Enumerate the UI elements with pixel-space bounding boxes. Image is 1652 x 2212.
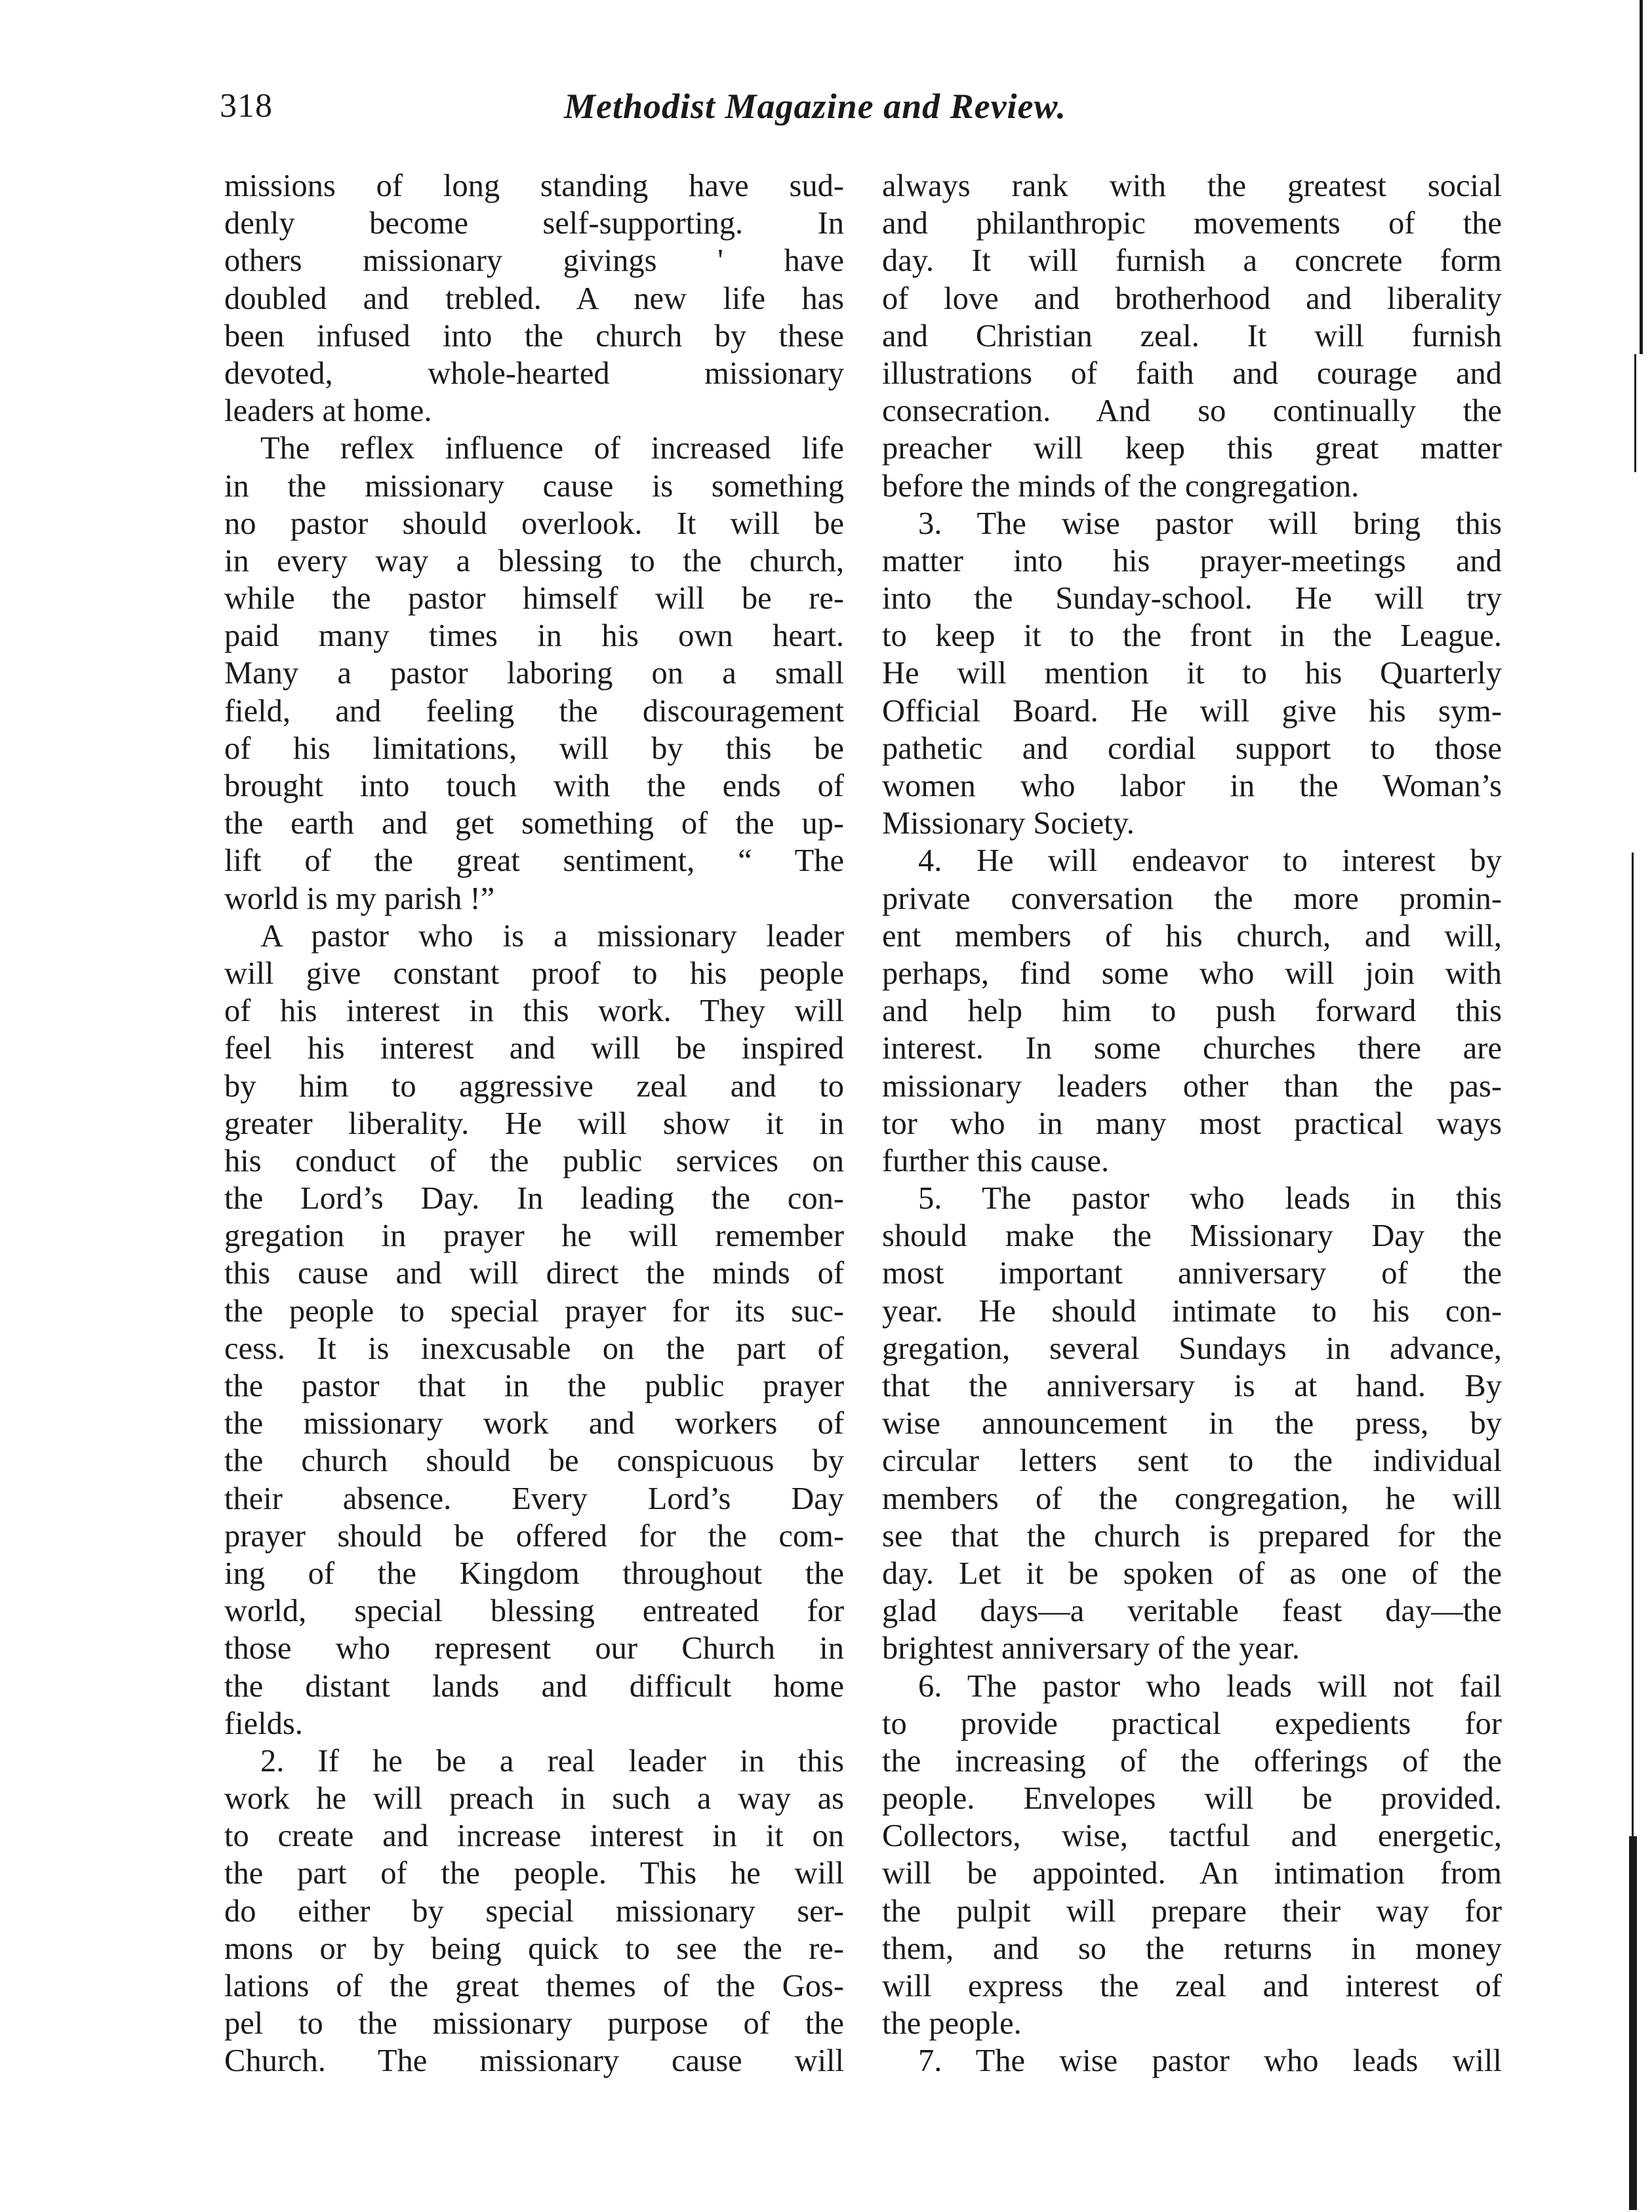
text-line: the church should be conspicuous by [224,1443,844,1479]
text-line: of love and brotherhood and liberality [882,281,1502,316]
text-line: paid many times in his own heart. [224,618,844,654]
text-line: preacher will keep this great matter [882,431,1502,466]
text-line: perhaps, find some who will join with [882,955,1502,991]
text-line: others missionary givings ' have [224,243,844,279]
text-line: women who labor in the Woman’s [882,769,1502,803]
right-column [882,167,1502,2080]
text-line: work he will preach in such a way as [224,1781,844,1817]
text-line: A pastor who is a missionary leader [260,918,844,954]
scan-edge-line [1629,1836,1637,2210]
text-line: Church. The missionary cause will [224,2043,844,2079]
text-line: the people to special prayer for its suc- [224,1293,844,1329]
text-line: see that the church is prepared for the [882,1518,1502,1554]
text-line: pathetic and cordial support to those [882,731,1502,766]
text-line: to create and increase interest in it on [224,1819,844,1854]
text-line: interest. In some churches there are [882,1031,1502,1066]
text-line: glad days—a veritable feast day—the [882,1594,1502,1629]
text-line: greater liberality. He will show it in [224,1106,844,1141]
text-line: 4. He will endeavor to interest by [918,843,1502,879]
text-line: his conduct of the public services on [224,1143,844,1178]
text-line: by him to aggressive zeal and to [224,1068,844,1104]
text-line: private conversation the more promin- [882,881,1502,916]
text-line: people. Envelopes will be provided. [882,1781,1502,1817]
text-line: those who represent our Church in [224,1631,844,1666]
text-line: Many a pastor laboring on a small [224,656,844,691]
text-line: before the minds of the congregation. [882,468,1360,504]
text-line: prayer should be offered for the com- [224,1518,844,1554]
text-line: brightest anniversary of the year. [882,1631,1300,1666]
text-line: always rank with the greatest social [882,169,1502,203]
text-line: illustrations of faith and courage and [882,355,1502,391]
text-line: cess. It is inexcusable on the part of [224,1331,844,1366]
text-line: 6. The pastor who leads will not fail [918,1668,1502,1704]
text-line: will express the zeal and interest of [882,1969,1502,2003]
text-line: will be appointed. An intimation from [882,1856,1502,1891]
text-line: denly become self-supporting. In [224,206,844,241]
text-line: feel his interest and will be inspired [224,1031,844,1066]
text-line: the earth and get something of the up- [224,806,844,841]
text-line: lift of the great sentiment, “ The [224,843,844,879]
text-line: 7. The wise pastor who leads will [918,2043,1502,2079]
text-line: and Christian zeal. It will furnish [882,318,1502,353]
text-line: this cause and will direct the minds of [224,1256,844,1291]
text-line: missions of long standing have sud- [224,169,844,203]
text-line: ing of the Kingdom throughout the [224,1556,844,1591]
text-line: day. Let it be spoken of as one of the [882,1556,1502,1591]
scan-edge-line [1634,354,1636,472]
text-line: further this cause. [882,1143,1110,1178]
text-line: the people. [882,2006,1022,2041]
text-line: most important anniversary of the [882,1256,1502,1291]
text-line: of his interest in this work. They will [224,994,844,1029]
text-line: should make the Missionary Day the [882,1218,1502,1254]
text-line: consecration. And so continually the [882,393,1502,429]
text-line: to provide practical expedients for [882,1706,1502,1741]
text-line: day. It will furnish a concrete form [882,243,1502,279]
text-line: missionary leaders other than the pas- [882,1068,1502,1104]
text-line: while the pastor himself will be re- [224,581,844,616]
text-line: fields. [224,1706,303,1741]
text-line: 5. The pastor who leads in this [918,1181,1502,1217]
text-line: world is my parish !” [224,881,495,916]
text-line: the missionary work and workers of [224,1406,844,1441]
text-line: field, and feeling the discouragement [224,693,844,729]
text-line: them, and so the returns in money [882,1931,1502,1966]
text-line: 2. If he be a real leader in this [260,1743,844,1779]
text-line: the pulpit will prepare their way for [882,1893,1502,1929]
running-title: Methodist Magazine and Review. [564,87,1067,126]
text-line: doubled and trebled. A new life has [224,281,844,316]
text-line: Missionary Society. [882,806,1135,841]
text-line: into the Sunday-school. He will try [882,581,1502,616]
text-line: Collectors, wise, tactful and energetic, [882,1819,1502,1854]
text-line: matter into his prayer-meetings and [882,543,1502,578]
text-line: the distant lands and difficult home [224,1668,844,1704]
text-line: in the missionary cause is something [224,468,844,504]
text-line: no pastor should overlook. It will be [224,506,844,541]
text-line: their absence. Every Lord’s Day [224,1481,844,1516]
text-line: brought into touch with the ends of [224,769,844,803]
text-line: mons or by being quick to see the re- [224,1931,844,1966]
text-line: and philanthropic movements of the [882,206,1502,241]
left-column [224,167,844,2080]
text-line: and help him to push forward this [882,994,1502,1029]
text-line: members of the congregation, he will [882,1481,1502,1516]
text-line: gregation, several Sundays in advance, [882,1331,1502,1366]
scan-edge-line [1640,0,1643,354]
text-line: The reflex influence of increased life [260,431,844,466]
text-line: wise announcement in the press, by [882,1406,1502,1441]
text-line: leaders at home. [224,393,432,429]
text-line: do either by special missionary ser- [224,1893,844,1929]
text-line: that the anniversary is at hand. By [882,1369,1502,1403]
text-line: tor who in many most practical ways [882,1106,1502,1141]
text-line: pel to the missionary purpose of the [224,2006,844,2041]
text-line: the increasing of the offerings of the [882,1743,1502,1779]
text-line: to keep it to the front in the League. [882,618,1502,654]
text-line: the Lord’s Day. In leading the con- [224,1181,844,1217]
text-line: world, special blessing entreated for [224,1594,844,1629]
text-line: devoted, whole-hearted missionary [224,355,844,391]
text-line: the part of the people. This he will [224,1856,844,1891]
text-line: He will mention it to his Quarterly [882,656,1502,691]
text-line: will give constant proof to his people [224,955,844,991]
text-line: Official Board. He will give his sym- [882,693,1502,729]
page-number: 318 [220,87,273,125]
text-line: gregation in prayer he will remember [224,1218,844,1254]
text-line: ent members of his church, and will, [882,918,1502,954]
text-line: in every way a blessing to the church, [224,543,844,578]
text-line: been infused into the church by these [224,318,844,353]
text-line: lations of the great themes of the Gos- [224,1969,844,2003]
text-line: the pastor that in the public prayer [224,1369,844,1403]
text-line: year. He should intimate to his con- [882,1293,1502,1329]
text-line: circular letters sent to the individual [882,1443,1502,1479]
scan-edge-line [1632,853,1634,1836]
text-line: 3. The wise pastor will bring this [918,506,1502,541]
text-line: of his limitations, will by this be [224,731,844,766]
